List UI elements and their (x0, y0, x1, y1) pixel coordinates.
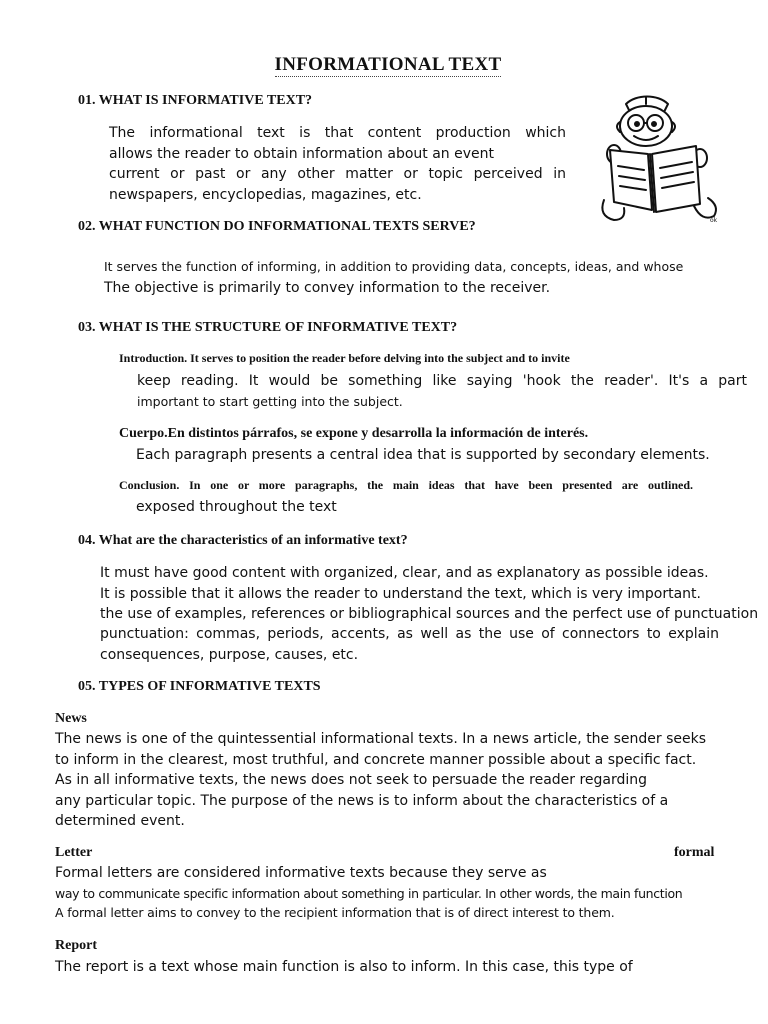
structure-item-intro-lead: Introduction. It serves to position the reader before delving into the subject and to invite (119, 351, 570, 365)
section-4-line-1: It must have good content with organized, clear, and as explanatory as possible ideas. (100, 565, 709, 581)
letter-line-2: way to communicate specific information about something in particular. In other words, the main function (55, 886, 683, 901)
section-4-line-3: the use of examples, references or bibliographical sources and the perfect use of punctuation (100, 605, 759, 622)
structure-item-intro-line-2: keep reading. It would be something like saying 'hook the reader'. It's a part (137, 373, 747, 389)
section-4-line-2: It is possible that it allows the reader to understand the text, which is very important. (100, 585, 701, 602)
news-line-1: The news is one of the quintessential informational texts. In a news article, the sender seeks (55, 731, 707, 747)
structure-item-intro-line-3: important to start getting into the subject. (137, 394, 403, 409)
structure-item-conclusion (119, 478, 693, 493)
letter-label: Letter (55, 845, 93, 860)
structure-item-conclusion-lead: Conclusion. In one or more paragraphs, the main ideas that have been presented are outlined. (119, 478, 693, 492)
section-2-heading: 02. WHAT FUNCTION DO INFORMATIONAL TEXTS SERVE? (78, 219, 476, 234)
section-4-line-4: punctuation: commas, periods, accents, as well as the use of connectors to explain (100, 626, 719, 642)
section-1-line-4: newspapers, encyclopedias, magazines, etc. (109, 186, 422, 203)
section-1-line-1: The informational text is that content production which (109, 125, 566, 141)
section-4-line-5: consequences, purpose, causes, etc. (100, 647, 359, 663)
letter-label-formal: formal (674, 845, 715, 860)
structure-item-intro (119, 351, 570, 366)
section-2-line-1: It serves the function of informing, in addition to providing data, concepts, ideas, and whose (104, 259, 684, 274)
news-line-5: determined event. (55, 813, 185, 829)
page-title: INFORMATIONAL TEXT (274, 54, 502, 75)
letter-line-1: Formal letters are considered informative texts because they serve as (55, 865, 547, 881)
section-4-heading: 04. What are the characteristics of an informative text? (78, 533, 408, 548)
news-line-2: to inform in the clearest, most truthful, and concrete manner possible about a specific fact. (55, 751, 697, 768)
section-1-line-2: allows the reader to obtain information about an event (109, 145, 494, 162)
structure-item-body-lead: Cuerpo.En distintos párrafos, se expone y desarrolla la información de interés. (119, 426, 589, 441)
section-5-heading: 05. TYPES OF INFORMATIVE TEXTS (78, 679, 321, 694)
structure-item-conclusion-line-2: exposed throughout the text (136, 499, 337, 515)
letter-line-3: A formal letter aims to convey to the recipient information that is of direct interest to them. (55, 905, 615, 920)
section-3-heading: 03. WHAT IS THE STRUCTURE OF INFORMATIVE TEXT? (78, 320, 458, 335)
report-label: Report (55, 938, 97, 953)
section-1-heading: 01. WHAT IS INFORMATIVE TEXT? (78, 93, 313, 108)
report-line-1: The report is a text whose main function is also to inform. In this case, this type of (55, 959, 633, 975)
structure-item-body (119, 426, 588, 442)
news-line-3: As in all informative texts, the news does not seek to persuade the reader regarding (55, 772, 648, 788)
news-label: News (55, 711, 87, 726)
child-reading-book-icon (596, 92, 724, 226)
section-2-line-2: The objective is primarily to convey information to the receiver. (104, 280, 551, 296)
svg-text:ok: ok (710, 217, 718, 224)
section-1-line-3: current or past or any other matter or topic perceived in (109, 166, 566, 182)
news-line-4: any particular topic. The purpose of the news is to inform about the characteristics of a (55, 792, 669, 809)
structure-item-body-line-2: Each paragraph presents a central idea that is supported by secondary elements. (136, 447, 710, 463)
